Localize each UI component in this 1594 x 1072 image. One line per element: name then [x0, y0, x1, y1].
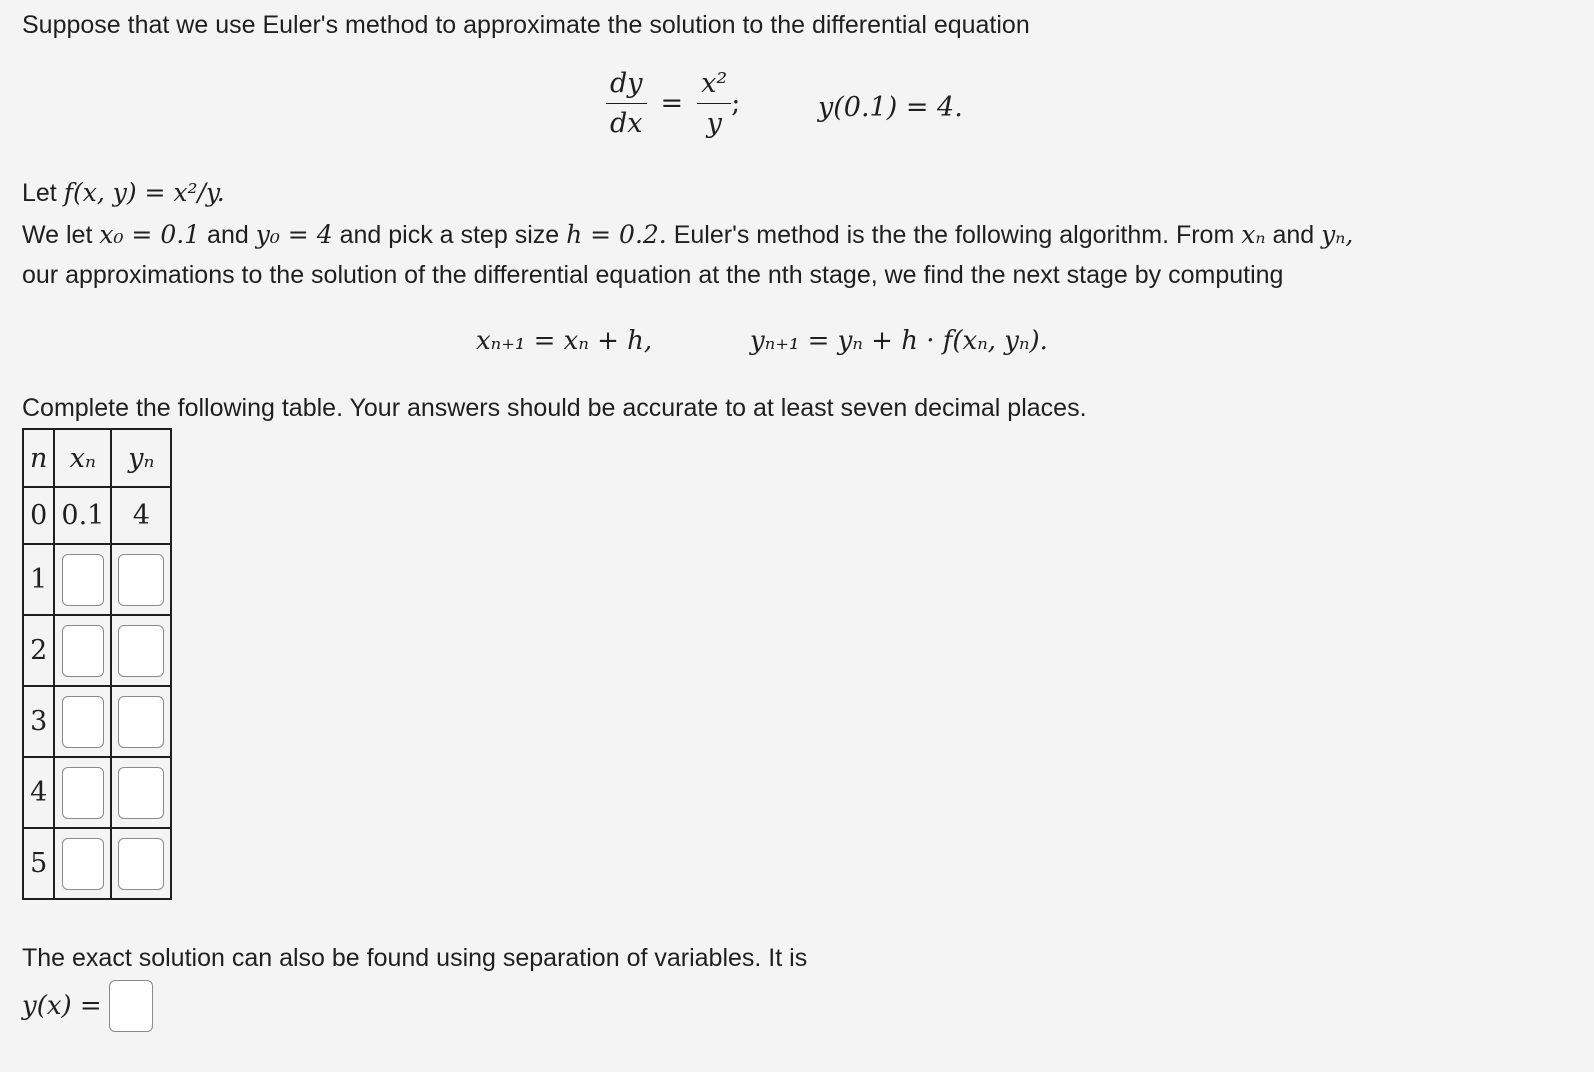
row-n: 5: [23, 828, 54, 899]
x3-input[interactable]: [62, 696, 104, 748]
table-row: [23, 487, 171, 544]
row-y-value: 4: [111, 487, 171, 544]
row-x-value: 0.1: [54, 487, 111, 544]
x2-input[interactable]: [62, 625, 104, 677]
x5-input[interactable]: [62, 838, 104, 890]
formula-x-update: xₙ₊₁ = xₙ + h,: [476, 326, 653, 356]
exact-solution-line: [22, 980, 153, 1032]
exact-solution-lhs: y(x) =: [22, 991, 102, 1021]
intro-text: Suppose that we use Euler's method to approximate the solution to the differential equation: [22, 11, 1030, 39]
y2-input[interactable]: [118, 625, 164, 677]
setup-line: We let x₀ = 0.1 and y₀ = 4 and pick a step size h = 0.2. Euler's method is the the following algorithm. From xₙ and yₙ,: [22, 220, 1354, 249]
x1-input[interactable]: [62, 554, 104, 606]
y5-input[interactable]: [118, 838, 164, 890]
y3-input[interactable]: [118, 696, 164, 748]
f-definition-line: Let f(x, y) = x²/y.: [22, 178, 225, 207]
x2-over-y-fraction: $\frac{\text{x²}}{y}$: [697, 68, 731, 139]
row-n: 0: [23, 487, 54, 544]
row-n: 1: [23, 544, 54, 615]
table-row: [23, 615, 171, 686]
initial-condition: y(0.1) = 4.: [818, 92, 963, 123]
table-header-row: [23, 429, 171, 487]
table-row: [23, 544, 171, 615]
table-row: [23, 686, 171, 757]
dy-dx-fraction: $\frac{dy}{dx}$: [606, 68, 647, 139]
row-n: 3: [23, 686, 54, 757]
row-n: 4: [23, 757, 54, 828]
setup-line-2: our approximations to the solution of the differential equation at the nth stage, we find the next stage by computing: [22, 261, 1284, 289]
row-n: 2: [23, 615, 54, 686]
header-xn: xₙ: [54, 429, 111, 487]
table-row: [23, 828, 171, 899]
instruction-text: Complete the following table. Your answers should be accurate to at least seven decimal places.: [22, 394, 1087, 422]
euler-table: [22, 428, 172, 900]
ode-equation: $\frac{dy}{dx}$ = $\frac{\text{x²}}{y}$ ;: [606, 68, 740, 139]
exact-solution-input[interactable]: [109, 980, 153, 1032]
y4-input[interactable]: [118, 767, 164, 819]
f-definition: f(x, y) = x²/y.: [63, 178, 225, 207]
y1-input[interactable]: [118, 554, 164, 606]
exact-solution-text: The exact solution can also be found using separation of variables. It is: [22, 944, 808, 972]
header-yn: yₙ: [111, 429, 171, 487]
formula-y-update: yₙ₊₁ = yₙ + h · f(xₙ, yₙ).: [750, 326, 1048, 356]
header-n: n: [23, 429, 54, 487]
x4-input[interactable]: [62, 767, 104, 819]
table-row: [23, 757, 171, 828]
